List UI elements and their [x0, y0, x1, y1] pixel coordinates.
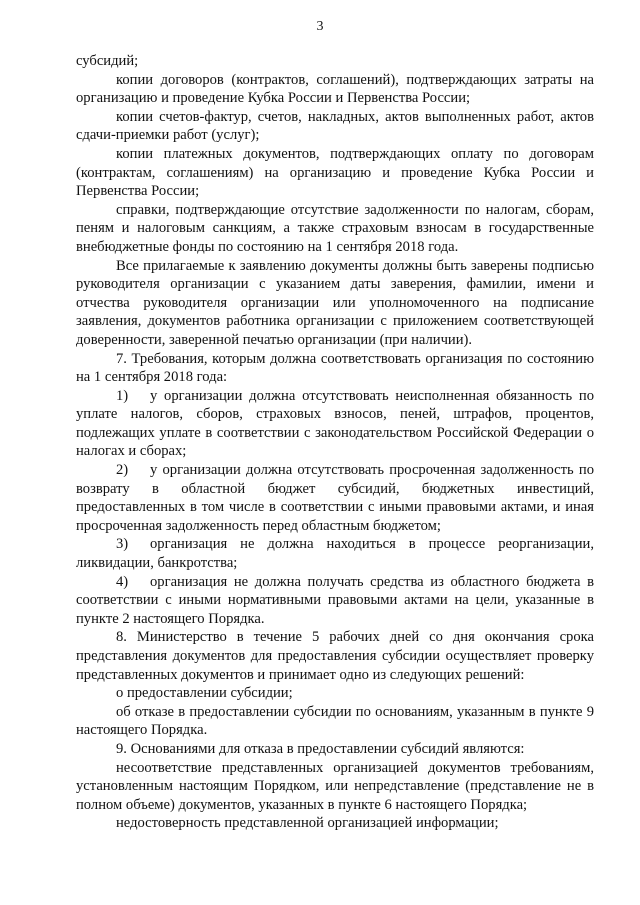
- paragraph-tax-certificates: справки, подтверждающие отсутствие задолженности по налогам, сборам, пеням и налоговым санкциям, а также страховым взносам в государственные внебюджетные фонды по состоянию на 1 сентября 2018 года.: [76, 201, 594, 255]
- paragraph-subsidies: субсидий;: [76, 53, 139, 69]
- page-number: 3: [316, 19, 324, 34]
- paragraph-section-7-heading: 7. Требования, которым должна соответствовать организация по состоянию на 1 сентября 2018 года:: [76, 350, 594, 386]
- paragraph-document-certification: Все прилагаемые к заявлению документы должны быть заверены подписью руководителя организации с указанием даты заверения, фамилии, имени и отчества руководителя организации или уполномоченного на подписание заявления, документов работника организации с приложением соответствующей доверенности, заверенной печатью организации (при наличии).: [76, 257, 594, 348]
- requirement-text: организация не должна получать средства из областного бюджета в соответствии с иными нормативными правовыми актами на цели, указанные в пункте 2 настоящего Порядка.: [76, 573, 594, 627]
- paragraph-section-8: 8. Министерство в течение 5 рабочих дней со дня окончания срока представления документов для предоставления субсидии осуществляет проверку представленных документов и принимает одно из следующих решений:: [76, 629, 594, 683]
- paragraph-decision-refusal: об отказе в предоставлении субсидии по основаниям, указанным в пункте 9 настоящего Порядка.: [76, 703, 594, 739]
- paragraph-refusal-ground-noncompliance: несоответствие представленных организацией документов требованиям, установленным настоящим Порядком, или непредставление (представление не в полном объеме) документов, указанных в пункте 6 настоящего Порядка;: [76, 759, 594, 813]
- paragraph-refusal-ground-inaccuracy: недостоверность представленной организацией информации;: [116, 815, 499, 832]
- requirement-item-2: [76, 461, 594, 535]
- requirement-number: 2): [116, 462, 129, 479]
- requirement-item-3: [76, 535, 594, 572]
- paragraph-section-9-heading: 9. Основаниями для отказа в предоставлении субсидий являются:: [116, 740, 525, 757]
- paragraph-contracts-copies: копии договоров (контрактов, соглашений), подтверждающих затраты на организацию и проведение Кубка России и Первенства России;: [76, 71, 594, 107]
- requirement-text: организация не должна находиться в процессе реорганизации, ликвидации, банкротства;: [76, 536, 594, 572]
- requirement-item-4: [76, 573, 594, 629]
- requirement-number: 4): [116, 573, 129, 590]
- paragraph-payment-documents: копии платежных документов, подтверждающих оплату по договорам (контрактам, соглашениям) на организацию и проведение Кубка России и Первенства России;: [76, 145, 594, 200]
- requirement-item-1: [76, 387, 594, 461]
- document-body: [76, 52, 594, 833]
- requirement-number: 1): [116, 387, 129, 404]
- paragraph-invoices-copies: копии счетов-фактур, счетов, накладных, актов выполненных работ, актов сдачи-приемки работ (услуг);: [76, 108, 594, 144]
- paragraph-decision-grant: о предоставлении субсидии;: [116, 685, 293, 702]
- requirement-text: у организации должна отсутствовать неисполненная обязанность по уплате налогов, сборов, страховых взносов, пеней, штрафов, процентов, подлежащих уплате в соответствии с законодательством Российской Федерации о налогах и сборах;: [76, 387, 594, 460]
- requirement-text: у организации должна отсутствовать просроченная задолженность по возврату в областной бюджет субсидий, бюджетных инвестиций, предоставленных в том числе в соответствии с иными правовыми актами, и иная просроченная задолженность перед областным бюджетом;: [76, 462, 594, 534]
- requirement-number: 3): [116, 536, 129, 553]
